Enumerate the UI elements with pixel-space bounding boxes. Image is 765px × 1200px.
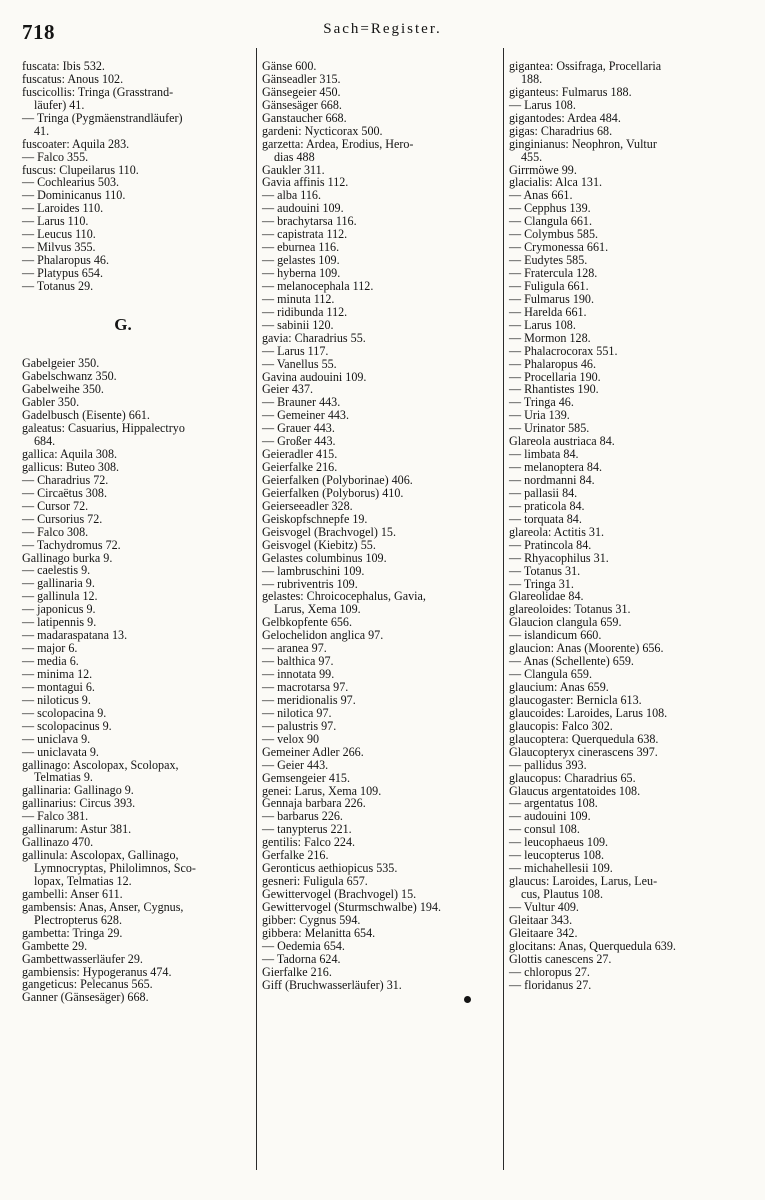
index-entry: — leucopterus 108. bbox=[509, 848, 605, 863]
index-entry: — aranea 97. bbox=[262, 641, 327, 656]
index-entry: — Phalacrocorax 551. bbox=[509, 343, 618, 358]
index-entry: gelastes: Chroicocephalus, Gavia, bbox=[262, 589, 426, 604]
index-entry: — Laroides 110. bbox=[22, 201, 104, 216]
page-title: Sach=Register. bbox=[323, 21, 442, 37]
index-entry: Gabelgeier 350. bbox=[22, 356, 100, 371]
index-entry: 455. bbox=[521, 149, 543, 164]
index-entry: — Oedemia 654. bbox=[262, 938, 345, 953]
section-letter-heading: G. bbox=[114, 314, 132, 334]
index-entry: — Tadorna 624. bbox=[262, 951, 341, 966]
index-entry: fuscoater: Aquila 283. bbox=[22, 136, 130, 151]
index-entry: — Grauer 443. bbox=[262, 421, 335, 436]
index-entry: — sabinii 120. bbox=[262, 317, 334, 332]
index-entry: — Platypus 654. bbox=[22, 266, 103, 280]
index-entry: — niloticus 9. bbox=[22, 692, 91, 707]
index-entry: — Urinator 585. bbox=[509, 421, 590, 436]
index-entry: galeatus: Casuarius, Hippalectryo bbox=[22, 421, 185, 436]
index-entry: Glareola austriaca 84. bbox=[509, 434, 615, 449]
index-entry: — Großer 443. bbox=[262, 434, 336, 449]
index-entry: glacialis: Alca 131. bbox=[509, 175, 603, 190]
index-entry: — Rhantistes 190. bbox=[509, 382, 599, 397]
index-entry: Gabelschwanz 350. bbox=[22, 369, 117, 384]
index-entry: — Tringa 31. bbox=[509, 576, 574, 591]
index-entry: — pallidus 393. bbox=[509, 757, 587, 772]
index-entry: gambelli: Anser 611. bbox=[22, 886, 123, 901]
index-entry: Gänsesäger 668. bbox=[262, 97, 342, 112]
index-entry: — Tringa (Pygmäenstrandläufer) bbox=[22, 110, 183, 125]
index-entry: — melanoptera 84. bbox=[509, 460, 603, 475]
index-entry: glaucopus: Charadrius 65. bbox=[509, 770, 636, 785]
index-entry: — Fuligula 661. bbox=[509, 278, 589, 293]
index-entry: Gewittervogel (Brachvogel) 15. bbox=[262, 887, 417, 901]
index-entry: — gallinula 12. bbox=[22, 589, 98, 604]
index-entry: Lymnocryptas, Philolimnos, Sco- bbox=[34, 861, 196, 876]
index-entry: — Vultur 409. bbox=[509, 899, 579, 914]
index-entry: — Fulmarus 190. bbox=[509, 291, 594, 306]
index-entry: Gelochelidon anglica 97. bbox=[262, 628, 384, 643]
index-entry: — limbata 84. bbox=[509, 447, 579, 462]
index-entry: gambensis: Anas, Anser, Cygnus, bbox=[22, 899, 184, 914]
index-entry: lopax, Telmatias 12. bbox=[34, 873, 132, 888]
index-entry: — capistrata 112. bbox=[262, 227, 348, 242]
index-entry: Geierfalken (Polyborus) 410. bbox=[262, 485, 404, 500]
index-entry: gambiensis: Hypogeranus 474. bbox=[22, 964, 172, 979]
index-entry: Gelastes columbinus 109. bbox=[262, 550, 387, 565]
index-entry: — hyberna 109. bbox=[262, 266, 341, 280]
index-entry: Telmatias 9. bbox=[34, 770, 93, 785]
index-entry: — Totanus 31. bbox=[509, 563, 581, 578]
index-entry: — tanypterus 221. bbox=[262, 822, 352, 837]
index-entry: — Milvus 355. bbox=[22, 240, 96, 255]
index-entry: Gemeiner Adler 266. bbox=[262, 744, 364, 759]
index-entry: Gemsengeier 415. bbox=[262, 770, 350, 785]
index-entry: — macrotarsa 97. bbox=[262, 680, 349, 694]
index-entry: 188. bbox=[521, 71, 543, 86]
index-entry: — gelastes 109. bbox=[262, 253, 340, 268]
index-entry: Geierfalken (Polyborinae) 406. bbox=[262, 473, 413, 487]
index-entry: Ganstaucher 668. bbox=[262, 110, 347, 125]
index-entry: — meridionalis 97. bbox=[262, 692, 356, 707]
index-entry: — islandicum 660. bbox=[509, 628, 602, 643]
index-entry: Gierfalke 216. bbox=[262, 964, 332, 979]
index-entry: — Circaëtus 308. bbox=[22, 485, 107, 500]
index-entry: Gänseadler 315. bbox=[262, 71, 341, 86]
index-entry: Geisvogel (Kiebitz) 55. bbox=[262, 537, 376, 552]
index-entry: giganteus: Fulmarus 188. bbox=[509, 84, 632, 99]
index-entry: — Procellaria 190. bbox=[509, 369, 601, 384]
index-entry: Gavina audouini 109. bbox=[262, 369, 367, 384]
index-entry: glaucoptera: Querquedula 638. bbox=[509, 731, 659, 746]
index-entry: gigas: Charadrius 68. bbox=[509, 123, 613, 138]
index-entry: Gennaja barbara 226. bbox=[262, 796, 366, 811]
index-entry: glaucopis: Falco 302. bbox=[509, 718, 613, 733]
index-entry: läufer) 41. bbox=[34, 97, 85, 112]
index-entry: — chloropus 27. bbox=[509, 964, 590, 979]
index-entry: genei: Larus, Xema 109. bbox=[262, 783, 382, 798]
index-entry: garzetta: Ardea, Erodius, Hero- bbox=[262, 136, 414, 151]
index-entry: gangeticus: Pelecanus 565. bbox=[22, 977, 153, 992]
index-entry: fuscata: Ibis 532. bbox=[22, 59, 105, 73]
index-entry: — Geier 443. bbox=[262, 757, 329, 772]
column-rule bbox=[503, 48, 504, 1170]
index-entry: gigantodes: Ardea 484. bbox=[509, 110, 621, 125]
index-entry: gesneri: Fuligula 657. bbox=[262, 874, 368, 889]
index-entry: — Totanus 29. bbox=[22, 278, 94, 293]
index-entry: — alba 116. bbox=[262, 188, 321, 203]
index-entry: — melanocephala 112. bbox=[262, 278, 374, 293]
index-entry: Giff (Bruchwasserläufer) 31. bbox=[262, 977, 402, 992]
index-entry: — brachytarsa 116. bbox=[262, 214, 357, 229]
index-entry: — madaraspatana 13. bbox=[22, 628, 128, 643]
index-entry: — media 6. bbox=[22, 654, 79, 669]
index-entry: — Falco 355. bbox=[22, 149, 89, 164]
index-entry: gallinula: Ascolopax, Gallinago, bbox=[22, 848, 179, 863]
index-entry: — Mormon 128. bbox=[509, 330, 591, 345]
index-entry: — gallinaria 9. bbox=[22, 576, 95, 591]
index-entry: fuscus: Clupeilarus 110. bbox=[22, 162, 139, 177]
index-entry: — velox 90 bbox=[262, 731, 320, 746]
index-entry: — Anas 661. bbox=[509, 188, 573, 203]
index-entry: — Crymonessa 661. bbox=[509, 240, 609, 255]
index-column-right bbox=[509, 60, 749, 992]
index-entry: — Colymbus 585. bbox=[509, 227, 599, 242]
index-entry: — praticola 84. bbox=[509, 498, 585, 513]
index-column-left bbox=[22, 60, 254, 1004]
index-entry: gallinarius: Circus 393. bbox=[22, 796, 136, 811]
index-entry: — Phalaropus 46. bbox=[509, 356, 597, 371]
index-entry: — lambruschini 109. bbox=[262, 563, 365, 578]
index-entry: Gabelweihe 350. bbox=[22, 382, 104, 397]
index-entry: — Tachydromus 72. bbox=[22, 537, 121, 552]
index-entry: Larus, Xema 109. bbox=[274, 602, 361, 617]
index-entry: — caelestis 9. bbox=[22, 563, 91, 578]
index-entry: — Gemeiner 443. bbox=[262, 408, 349, 423]
index-entry: Geierfalke 216. bbox=[262, 460, 338, 475]
index-entry: glaucus: Laroides, Larus, Leu- bbox=[509, 874, 658, 889]
index-column-middle bbox=[262, 60, 502, 992]
index-entry: 41. bbox=[34, 123, 50, 138]
index-entry: Gaukler 311. bbox=[262, 162, 325, 177]
index-entry: — audouini 109. bbox=[262, 201, 344, 216]
index-entry: — Larus 117. bbox=[262, 343, 329, 358]
index-entry: glareoloides: Totanus 31. bbox=[509, 602, 631, 617]
index-entry: — Cepphus 139. bbox=[509, 201, 591, 216]
index-entry: glareola: Actitis 31. bbox=[509, 524, 605, 539]
index-entry: — Fratercula 128. bbox=[509, 266, 598, 280]
index-entry: — minima 12. bbox=[22, 666, 93, 681]
index-entry: gallinarum: Astur 381. bbox=[22, 822, 132, 837]
index-entry: — Larus 110. bbox=[22, 214, 89, 229]
index-entry: — innotata 99. bbox=[262, 667, 335, 682]
index-entry: — Anas (Schellente) 659. bbox=[509, 654, 634, 669]
index-entry: — Pratincola 84. bbox=[509, 537, 592, 552]
index-entry: Glareolidae 84. bbox=[509, 589, 584, 604]
index-entry: Gambettwasserläufer 29. bbox=[22, 951, 143, 966]
index-entry: Ganner (Gänsesäger) 668. bbox=[22, 990, 149, 1005]
index-entry: Glaucopteryx cinerascens 397. bbox=[509, 744, 658, 759]
index-entry: Gleitaar 343. bbox=[509, 912, 573, 927]
index-entry: Glaucus argentatoides 108. bbox=[509, 783, 641, 798]
index-entry: — michahellesii 109. bbox=[509, 861, 613, 876]
index-entry: — Tringa 46. bbox=[509, 395, 574, 410]
index-entry: fuscatus: Anous 102. bbox=[22, 71, 124, 86]
index-entry: — Eudytes 585. bbox=[509, 253, 588, 268]
index-entry: Gallinazo 470. bbox=[22, 835, 94, 850]
index-entry: — Larus 108. bbox=[509, 97, 576, 112]
index-entry: — nilotica 97. bbox=[262, 705, 332, 720]
index-entry: — barbarus 226. bbox=[262, 809, 343, 824]
index-entry: — scolopacinus 9. bbox=[22, 718, 112, 733]
index-entry: — Cursorius 72. bbox=[22, 511, 103, 526]
index-entry: — Clangula 661. bbox=[509, 214, 592, 229]
index-entry: — Charadrius 72. bbox=[22, 472, 109, 487]
index-entry: gallinaria: Gallinago 9. bbox=[22, 783, 134, 798]
index-entry: — Leucus 110. bbox=[22, 227, 96, 242]
index-entry: Gewittervogel (Sturmschwalbe) 194. bbox=[262, 899, 442, 914]
page-number: 718 bbox=[22, 20, 55, 44]
index-entry: — eburnea 116. bbox=[262, 240, 340, 255]
index-entry: Geisvogel (Brachvogel) 15. bbox=[262, 524, 396, 539]
index-entry: — Clangula 659. bbox=[509, 667, 592, 682]
index-entry: Geierseeadler 328. bbox=[262, 498, 353, 513]
index-entry: 684. bbox=[34, 434, 56, 449]
index-entry: — Harelda 661. bbox=[509, 304, 587, 319]
index-entry: — Falco 308. bbox=[22, 524, 89, 539]
index-entry: glocitans: Anas, Querquedula 639. bbox=[509, 938, 676, 953]
index-entry: Gabler 350. bbox=[22, 395, 80, 410]
index-entry: glaucion: Anas (Moorente) 656. bbox=[509, 641, 664, 656]
index-entry: — Phalaropus 46. bbox=[22, 253, 110, 268]
index-entry: — ridibunda 112. bbox=[262, 304, 348, 319]
column-rule bbox=[256, 48, 257, 1170]
index-entry: gambetta: Tringa 29. bbox=[22, 925, 123, 940]
index-entry: gibbera: Melanitta 654. bbox=[262, 925, 376, 940]
index-entry: — Dominicanus 110. bbox=[22, 188, 126, 203]
index-entry: Geiskopfschnepfe 19. bbox=[262, 511, 368, 526]
index-entry: Gelbkopfente 656. bbox=[262, 615, 353, 630]
index-entry: dias 488 bbox=[274, 149, 315, 164]
index-entry: — uniclavata 9. bbox=[22, 744, 99, 759]
index-entry: — floridanus 27. bbox=[509, 977, 592, 992]
index-entry: glaucium: Anas 659. bbox=[509, 680, 609, 694]
index-entry: — torquata 84. bbox=[509, 511, 582, 526]
index-entry: Geronticus aethiopicus 535. bbox=[262, 861, 398, 876]
index-entry: — leucophaeus 109. bbox=[509, 835, 609, 850]
index-entry: Gallinago burka 9. bbox=[22, 550, 113, 565]
index-entry: — Falco 381. bbox=[22, 809, 89, 824]
index-entry: ginginianus: Neophron, Vultur bbox=[509, 136, 657, 151]
ink-dot bbox=[464, 996, 471, 1003]
index-entry: Gadelbusch (Eisente) 661. bbox=[22, 408, 150, 423]
index-entry: Gänse 600. bbox=[262, 59, 317, 73]
index-entry: glaucogaster: Bernicla 613. bbox=[509, 692, 642, 707]
index-entry: — Brauner 443. bbox=[262, 395, 341, 410]
index-entry: Gavia affinis 112. bbox=[262, 175, 349, 190]
index-entry: gallicus: Buteo 308. bbox=[22, 459, 120, 474]
index-entry: — balthica 97. bbox=[262, 654, 334, 669]
index-entry: Glaucion clangula 659. bbox=[509, 615, 622, 630]
index-entry: gavia: Charadrius 55. bbox=[262, 330, 366, 345]
index-entry: — nordmanni 84. bbox=[509, 473, 595, 487]
index-entry: — palustris 97. bbox=[262, 718, 337, 733]
index-entry: Plectropterus 628. bbox=[34, 912, 122, 927]
index-entry: — argentatus 108. bbox=[509, 796, 598, 811]
index-entry: — Larus 108. bbox=[509, 317, 576, 332]
index-entry: gibber: Cygnus 594. bbox=[262, 912, 361, 927]
index-entry: fuscicollis: Tringa (Grasstrand- bbox=[22, 84, 174, 99]
index-entry: — rubriventris 109. bbox=[262, 576, 358, 591]
index-entry: Gambette 29. bbox=[22, 938, 88, 953]
index-entry: Geieradler 415. bbox=[262, 447, 338, 462]
index-entry: — montagui 6. bbox=[22, 679, 95, 694]
index-entry: glaucoides: Laroides, Larus 108. bbox=[509, 705, 668, 720]
index-entry: — Cursor 72. bbox=[22, 498, 89, 513]
index-entry: gentilis: Falco 224. bbox=[262, 835, 356, 850]
index-entry: gigantea: Ossifraga, Procellaria bbox=[509, 59, 662, 73]
index-entry: Glottis canescens 27. bbox=[509, 951, 612, 966]
index-entry: — Rhyacophilus 31. bbox=[509, 550, 609, 565]
index-entry: Gerfalke 216. bbox=[262, 848, 329, 863]
index-entry: Geier 437. bbox=[262, 382, 314, 397]
index-entry: — latipennis 9. bbox=[22, 615, 97, 630]
index-entry: Girrmöwe 99. bbox=[509, 162, 577, 177]
index-entry: — minuta 112. bbox=[262, 291, 335, 306]
index-entry: — Cochlearius 503. bbox=[22, 175, 120, 190]
index-entry: — Uria 139. bbox=[509, 408, 570, 423]
index-entry: gallinago: Ascolopax, Scolopax, bbox=[22, 757, 179, 772]
index-entry: cus, Plautus 108. bbox=[521, 887, 603, 901]
index-entry: gallica: Aquila 308. bbox=[22, 447, 118, 462]
index-entry: — consul 108. bbox=[509, 822, 580, 837]
index-entry: — Vanellus 55. bbox=[262, 356, 337, 371]
index-entry: — audouini 109. bbox=[509, 809, 591, 824]
index-entry: Gänsegeier 450. bbox=[262, 84, 341, 99]
index-entry: Gleitaare 342. bbox=[509, 925, 578, 940]
index-entry: — japonicus 9. bbox=[22, 602, 96, 617]
index-entry: — pallasii 84. bbox=[509, 485, 578, 500]
index-entry: — major 6. bbox=[22, 641, 78, 656]
index-entry: — scolopacina 9. bbox=[22, 705, 107, 720]
index-entry: gardeni: Nycticorax 500. bbox=[262, 123, 383, 138]
index-entry: — uniclava 9. bbox=[22, 731, 91, 746]
